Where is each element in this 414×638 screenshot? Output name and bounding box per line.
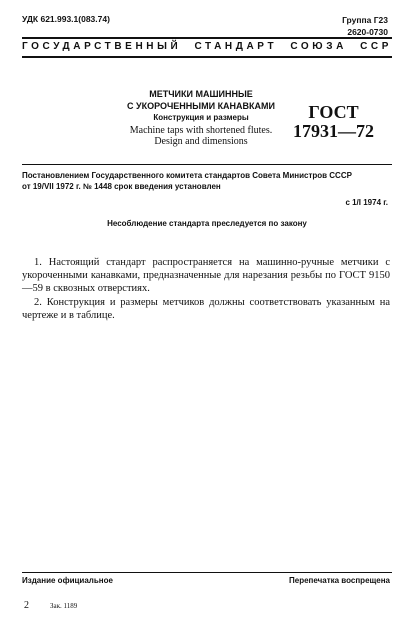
order-number: Зак. 1189: [50, 602, 78, 610]
body-paragraph-1: 1. Настоящий стандарт распространяется на машинно-ручные метчики с укороченными канавками, предназначенные для нарезания резьбы по ГОСТ 9150—59 в сквозных отверстиях.: [22, 257, 390, 294]
decree-line1: Постановлением Государственного комитета стандартов Совета Министров СССР: [22, 171, 352, 180]
title-ru-line1: МЕТЧИКИ МАШИННЫЕ: [149, 89, 253, 99]
page-number: 2: [24, 600, 29, 611]
title-en-line2: Design and dimensions: [154, 136, 248, 147]
decree-text: [22, 170, 392, 192]
gost-designation: [293, 103, 374, 141]
title-ru: [96, 88, 306, 112]
heading-rule: [22, 56, 392, 58]
official-edition: Издание официальное: [22, 576, 113, 585]
body-paragraph-2: 2. Конструкция и размеры метчиков должны соответствовать указанным на чертеже и в таблице.: [22, 297, 390, 321]
gost-number: 17931—72: [293, 121, 374, 141]
okp-code: 2620-0730: [347, 27, 388, 37]
gost-label: ГОСТ: [308, 102, 359, 122]
title-en: [96, 125, 306, 147]
law-notice: Несоблюдение стандарта преследуется по закону: [107, 219, 307, 228]
decree-rule: [22, 164, 392, 165]
title-block: [96, 88, 306, 147]
footer-rule: [22, 572, 392, 573]
introduction-date: с 1/I 1974 г.: [345, 198, 388, 207]
title-ru-line2: С УКОРОЧЕННЫМИ КАНАВКАМИ: [126, 101, 276, 111]
group-codes: [342, 14, 388, 38]
state-standard-heading: ГОСУДАРСТВЕННЫЙ СТАНДАРТ СОЮЗА ССР: [22, 41, 392, 52]
title-en-line1: Machine taps with shortened flutes.: [129, 125, 273, 136]
udc-code: УДК 621.993.1(083.74): [22, 14, 110, 24]
reprint-notice: Перепечатка воспрещена: [289, 576, 390, 585]
top-rule: [22, 37, 392, 39]
group-label: Группа Г23: [342, 15, 388, 25]
subtitle-ru: Конструкция и размеры: [153, 113, 249, 122]
decree-line2: от 19/VII 1972 г. № 1448 срок введения установлен: [22, 182, 221, 191]
